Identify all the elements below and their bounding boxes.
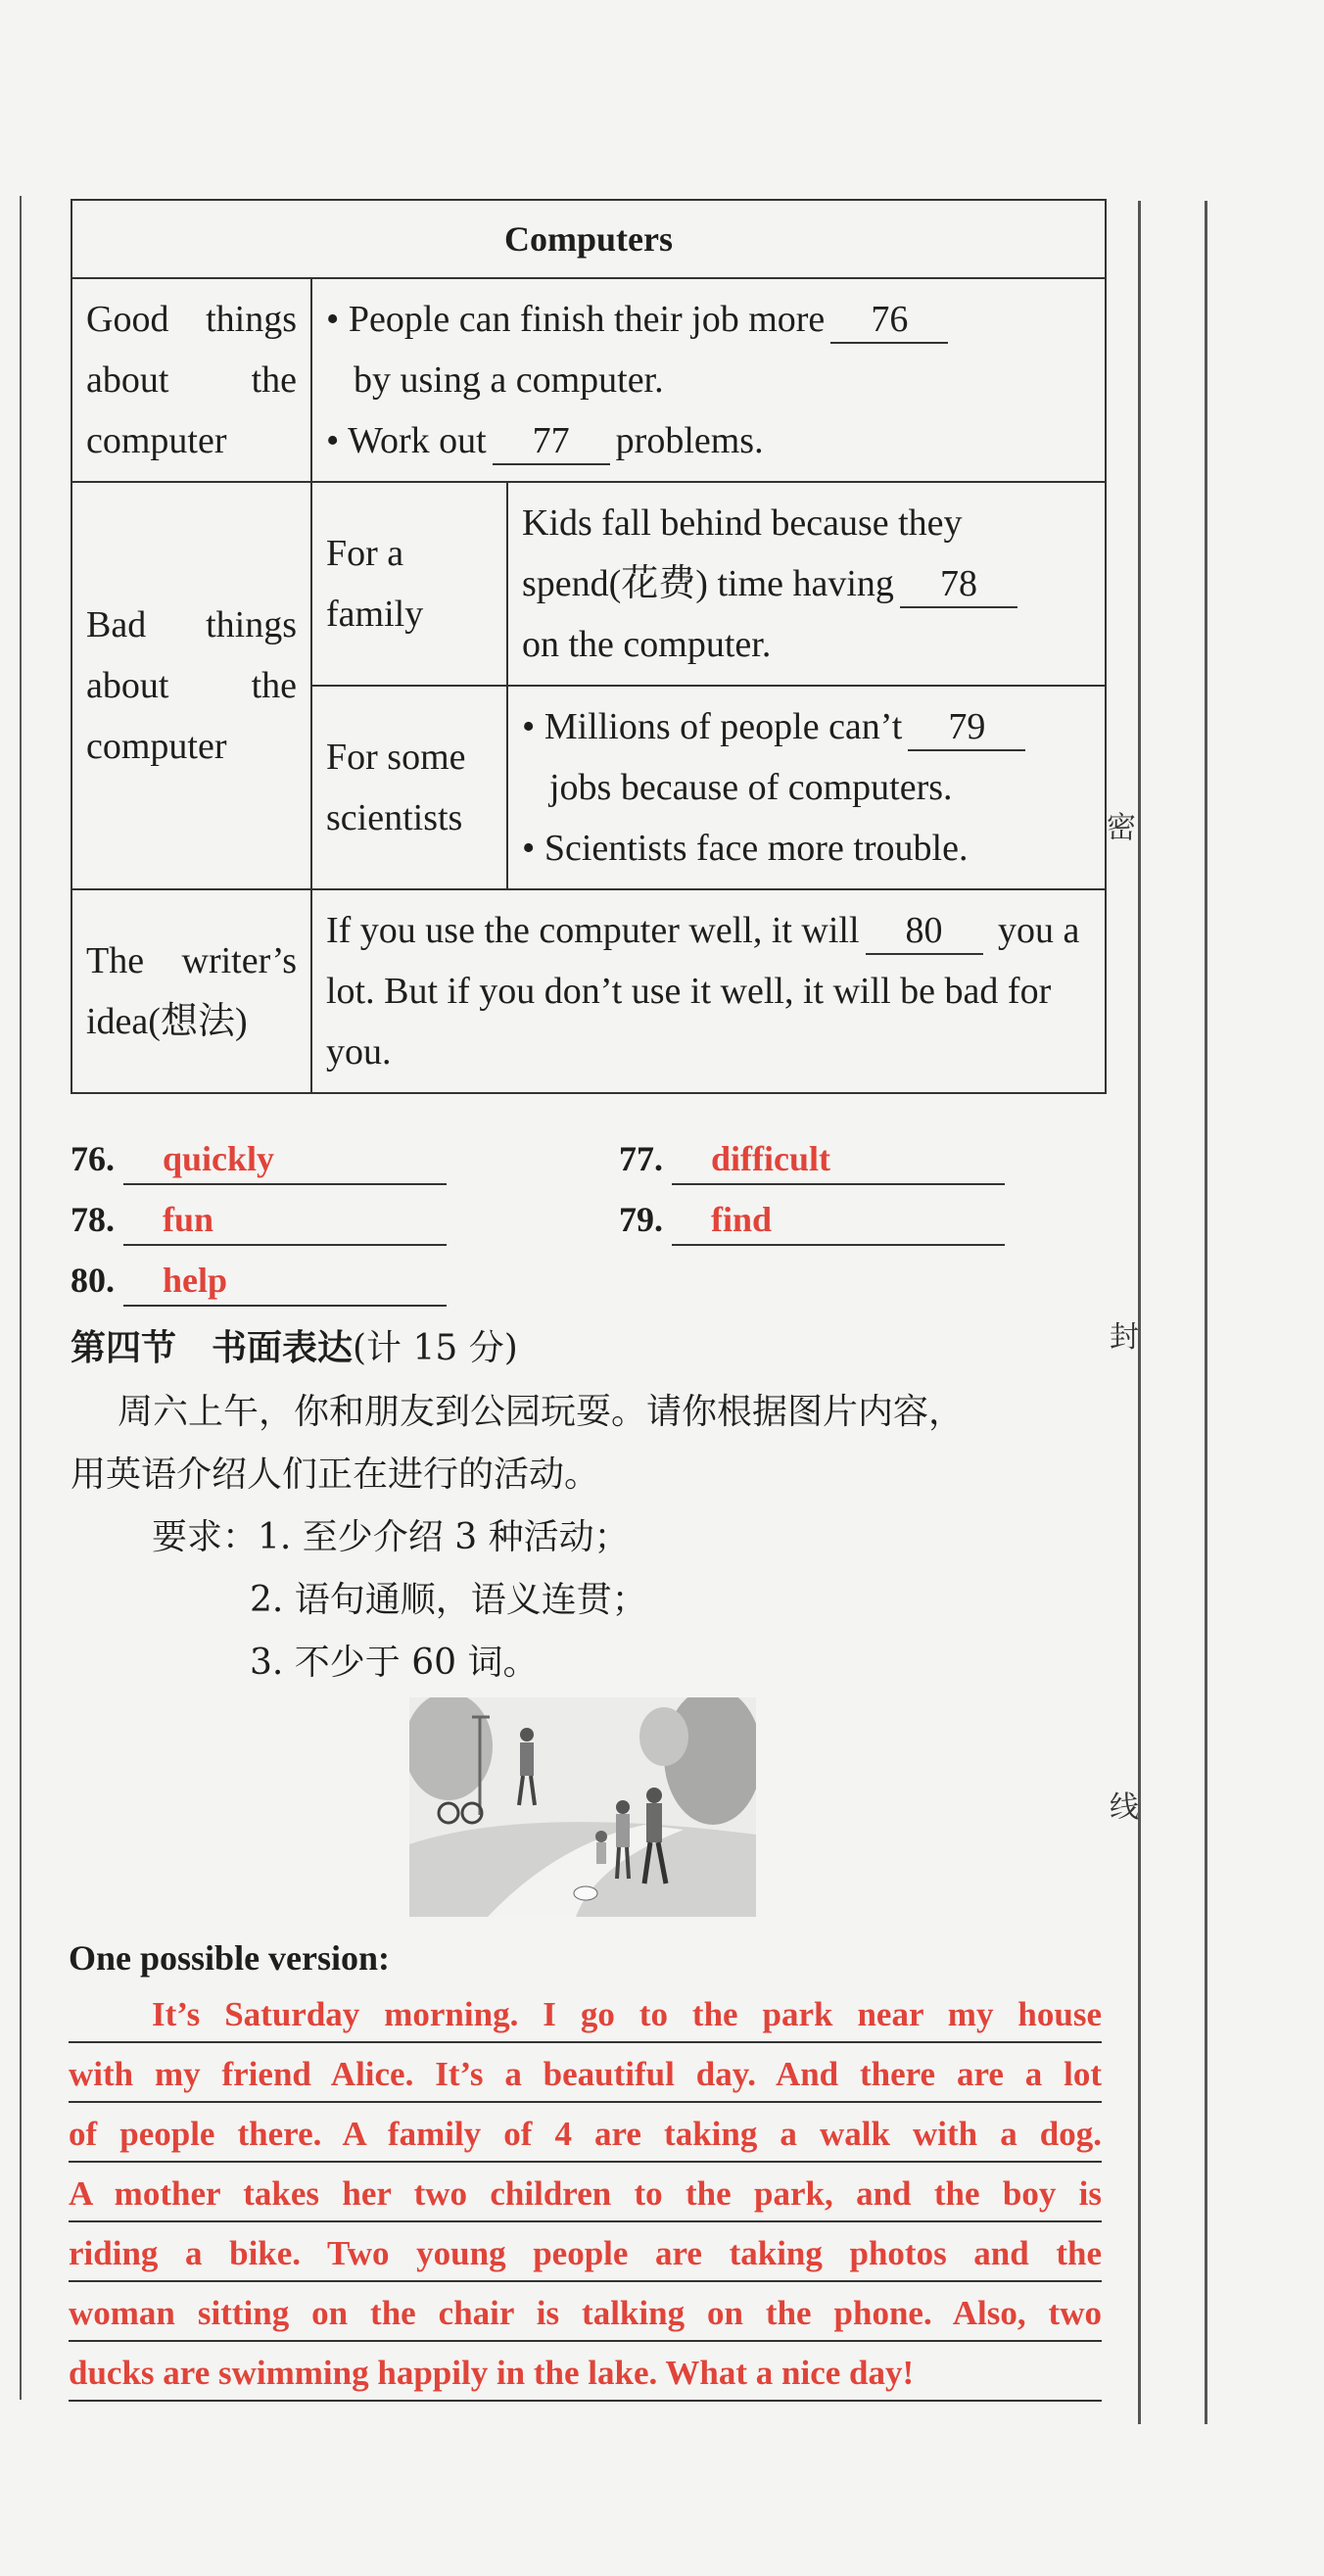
- idea-text: If you use the computer well, it will: [326, 910, 860, 951]
- blank-80: 80: [866, 908, 983, 955]
- essay-line-5: riding a bike. Two young people are taking photos and the: [69, 2227, 1102, 2282]
- family-content: [507, 482, 1106, 686]
- good-things-content: [311, 278, 1106, 482]
- answer-value: difficult: [672, 1134, 1005, 1185]
- writer-idea-label: The writer’s idea(想法): [71, 889, 311, 1093]
- good-bullet-1: [326, 289, 1091, 410]
- answer-number: 78.: [71, 1200, 115, 1239]
- requirement-1: [152, 1506, 630, 1569]
- good-things-label: Good things about the computer: [71, 278, 311, 482]
- answer-80: [71, 1256, 447, 1307]
- sci-b2-text: Scientists face more trouble.: [544, 828, 969, 869]
- answer-value: help: [123, 1256, 447, 1307]
- answer-number: 79.: [619, 1200, 663, 1239]
- seal-char-feng: 封: [1110, 1320, 1139, 1355]
- margin-line-left: [20, 196, 22, 2400]
- essay-line-7: ducks are swimming happily in the lake. What a nice day!: [69, 2347, 1102, 2402]
- sci-b1-post: jobs because of computers.: [549, 767, 953, 808]
- answer-number: 76.: [71, 1139, 115, 1178]
- scientists-content: [507, 686, 1106, 889]
- scientists-label: For some scientists: [311, 686, 507, 889]
- good-b1-post: by using a computer.: [354, 359, 664, 401]
- answer-77: [619, 1134, 1005, 1185]
- good-b1-text: People can finish their job more: [348, 299, 826, 340]
- essay-line-1: It’s Saturday morning. I go to the park near my house: [69, 1988, 1102, 2043]
- sci-bullet-1: [522, 696, 1091, 818]
- bad-things-label: Bad things about the computer: [71, 482, 311, 889]
- blank-78: 78: [900, 561, 1017, 608]
- good-b2-text: Work out: [348, 420, 487, 461]
- park-illustration: [409, 1697, 756, 1917]
- blank-76: 76: [830, 297, 948, 344]
- family-text: Kids fall behind because they spend(花费) time having: [522, 502, 963, 604]
- answer-number: 77.: [619, 1139, 663, 1178]
- family-post: on the computer.: [522, 624, 772, 665]
- margin-line-right-outer: [1205, 201, 1207, 2424]
- answer-value: find: [672, 1195, 1005, 1246]
- requirement-2: 2. 语句通顺，语义连贯；: [250, 1580, 647, 1620]
- answer-76: [71, 1134, 447, 1185]
- family-label: For a family: [311, 482, 507, 686]
- blank-77: 77: [493, 418, 610, 465]
- seal-char-mi: 密: [1107, 811, 1136, 845]
- answer-79: [619, 1195, 1005, 1246]
- good-bullet-2: [326, 410, 1091, 471]
- answer-78: [71, 1195, 447, 1246]
- requirement-1-text: 1. 至少介绍 3 种活动；: [258, 1517, 630, 1557]
- intro-line-2: 用英语介绍人们正在进行的活动。: [71, 1455, 600, 1495]
- sci-bullet-2: [522, 818, 1091, 879]
- requirement-3: 3. 不少于 60 词。: [250, 1643, 539, 1683]
- writer-idea-content: [311, 889, 1106, 1093]
- answer-value: quickly: [123, 1134, 447, 1185]
- table-title: Computers: [71, 200, 1106, 278]
- section-points: (计 15 分): [353, 1328, 518, 1368]
- idea-post: you a lot. But if you don’t use it well, it will be bad for you.: [326, 910, 1080, 1073]
- answer-value: fun: [123, 1195, 447, 1246]
- blank-79: 79: [908, 704, 1025, 751]
- computers-table: [71, 199, 1107, 1094]
- park-scene-image: [409, 1697, 756, 1917]
- essay-line-2: with my friend Alice. It’s a beautiful day. And there are a lot: [69, 2048, 1102, 2103]
- section-heading: 第四节 书面表达: [71, 1327, 354, 1368]
- essay-line-6: woman sitting on the chair is talking on the phone. Also, two: [69, 2287, 1102, 2342]
- good-b2-post: problems.: [615, 420, 764, 461]
- requirement-label: 要求：: [152, 1517, 259, 1557]
- essay-line-4: A mother takes her two children to the park, and the boy is: [69, 2168, 1102, 2222]
- answer-number: 80.: [71, 1261, 115, 1300]
- essay-line-3: of people there. A family of 4 are taking a walk with a dog.: [69, 2108, 1102, 2163]
- seal-char-xian: 线: [1110, 1790, 1139, 1825]
- section-title: [71, 1320, 518, 1370]
- intro-line-1: 周六上午，你和朋友到公园玩耍。请你根据图片内容，: [118, 1392, 965, 1432]
- sci-b1-text: Millions of people can’t: [544, 706, 903, 747]
- version-label: One possible version:: [69, 1938, 391, 1978]
